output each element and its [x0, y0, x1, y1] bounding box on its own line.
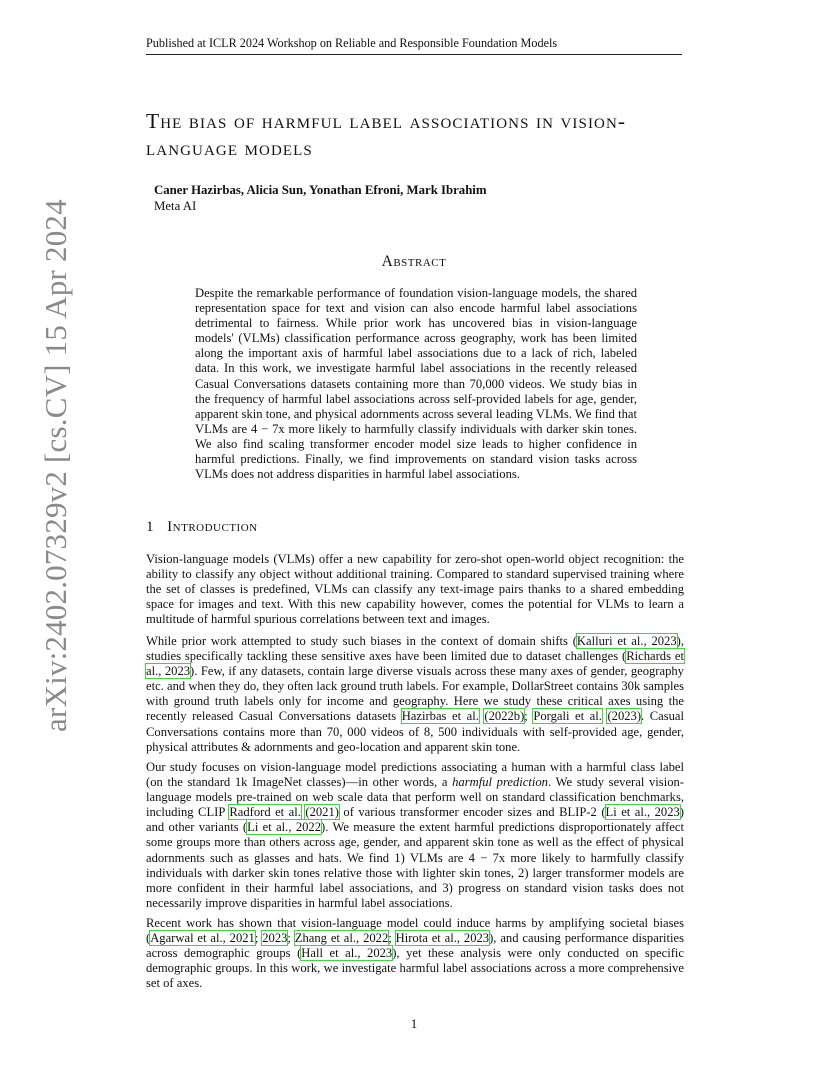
text-run: ; [287, 931, 295, 946]
text-run: of various transformer encoder sizes and BLIP-2 ( [338, 805, 606, 820]
page-number: 1 [410, 1016, 418, 1031]
citation-link[interactable]: (2021) [305, 805, 339, 820]
text-run: ), and causing performance disparities across demographic groups ( [146, 931, 684, 961]
paper-title: The bias of harmful label associations in vision-language models [146, 109, 627, 160]
citation-link[interactable]: Li et al., 2022 [247, 820, 322, 835]
text-run: . Casual Conversations contains more than 70, 000 videos of 8, 500 individuals with self-provided age, gender, physical attributes & adornments and geo-location and apparent skin tone. [146, 709, 684, 754]
citation-link[interactable]: (2022b) [484, 709, 525, 724]
text-run: ; [524, 709, 534, 724]
citation-link[interactable]: (2023) [607, 709, 642, 724]
running-header: Published at ICLR 2024 Workshop on Reliable and Responsible Foundation Models [146, 36, 558, 50]
citation-link[interactable]: 2023 [262, 931, 288, 946]
citation-link[interactable]: Richards et al., 2023 [146, 649, 684, 679]
text-run: ), studies specifically tackling these sensitive axes have been limited due to dataset challenges ( [146, 634, 684, 664]
section-heading [146, 518, 258, 536]
abstract-text: Despite the remarkable performance of foundation vision-language models, the shared representation space for text and vision can also encode harmful label associations detrimental to fairness. While prior work has uncovered bias in vision-language models' (VLMs) classification performance across geography, work has been limited along the important axis of harmful label associations due to a lack of rich, labeled data. In this work, we investigate harmful label associations in the recently released Casual Conversations datasets containing more than 70,000 videos. We study bias in the frequency of harmful label associations across self-provided labels for age, gender, apparent skin tone, and physical adornments across several leading VLMs. We find that VLMs are 4 − 7x more likely to harmfully classify individuals with darker skin tones. We also find scaling transformer encoder model size leads to higher confidence in harmful predictions. Finally, we find improvements on standard vision tasks across VLMs does not address disparities in harmful label associations. [195, 286, 637, 482]
citation-link[interactable]: Kalluri et al., 2023 [576, 634, 677, 648]
text-run: . We study several vision-language models pre-trained on web scale data that perform well on standard classification benchmarks, including CLIP [146, 775, 684, 820]
affiliation: Meta AI [154, 199, 197, 213]
text-run: Recent work has shown that vision-language model could induce harms by amplifying societal biases ( [146, 916, 684, 946]
intro-paragraph-3 [146, 760, 684, 911]
text-run: ) and other variants ( [146, 805, 684, 835]
intro-paragraph-2 [146, 634, 684, 755]
emphasis-term: harmful prediction [452, 775, 548, 790]
citation-link[interactable]: Hirota et al., 2023 [395, 931, 490, 946]
citation-link[interactable]: Hall et al., 2023 [301, 946, 393, 961]
abstract-heading: Abstract [381, 253, 447, 270]
citation-link[interactable]: Radford et al. [229, 805, 301, 820]
header-rule [146, 54, 682, 55]
citation-link[interactable]: Li et al., 2023 [605, 805, 680, 820]
citation-link[interactable]: Hazirbas et al. [401, 709, 479, 724]
arxiv-identifier: arXiv:2402.07329v2 [cs.CV] 15 Apr 2024 [38, 199, 73, 732]
authors: Caner Hazirbas, Alicia Sun, Yonathan Efroni, Mark Ibrahim [154, 183, 487, 197]
citation-link[interactable]: Porgali et al. [533, 709, 602, 724]
text-run: Our study focuses on vision-language model predictions associating a human with a harmful class label (on the standard 1k ImageNet classes)—in other words, a [146, 760, 684, 790]
section-title: Introduction [167, 518, 258, 535]
intro-paragraph-4 [146, 916, 684, 991]
text-run: ; [388, 931, 396, 946]
citation-link[interactable]: Zhang et al., 2022 [294, 931, 389, 946]
arxiv-sidebar [18, 199, 73, 732]
text-run: ; [254, 931, 263, 946]
citation-link[interactable]: Agarwal et al., 2021 [150, 931, 255, 946]
text-run: ). Few, if any datasets, contain large diverse visuals across these many axes of gender, geography etc. and when they do, they often lack ground truth labels. For example, DollarStreet contains 30k samples with ground truth labels only for income and geography. Here we study these critical axes using the recently released Casual Conversations datasets [146, 664, 684, 724]
text-run: ). We measure the extent harmful predictions disproportionately affect some groups more than others across age, gender, and apparent skin tone as well as the effect of physical adornments such as glasses and hats. We find 1) VLMs are 4 − 7x more likely to harmfully classify individuals with darker skin tones relative those with lighter skin tones, 2) larger transformer models are more confident in their harmful label associations, and 3) progress on standard vision tasks does not necessarily improve disparities in harmful label associations. [146, 820, 684, 910]
intro-paragraph-1: Vision-language models (VLMs) offer a new capability for zero-shot open-world object recognition: the ability to classify any object without additional training. Compared to standard supervised training where the set of classes is predefined, VLMs can classify any text-image pairs thanks to a shared embedding space for images and text. With this new capability however, comes the potential for VLMs to learn a multitude of harmful spurious correlations between text and images. [146, 552, 684, 627]
text-run: While prior work attempted to study such biases in the context of domain shifts ( [146, 634, 577, 648]
text-run: ), yet these analysis were only conducted on specific demographic groups. In this work, we investigate harmful label associations across a more comprehensive set of axes. [146, 946, 684, 991]
section-number: 1 [146, 518, 155, 535]
